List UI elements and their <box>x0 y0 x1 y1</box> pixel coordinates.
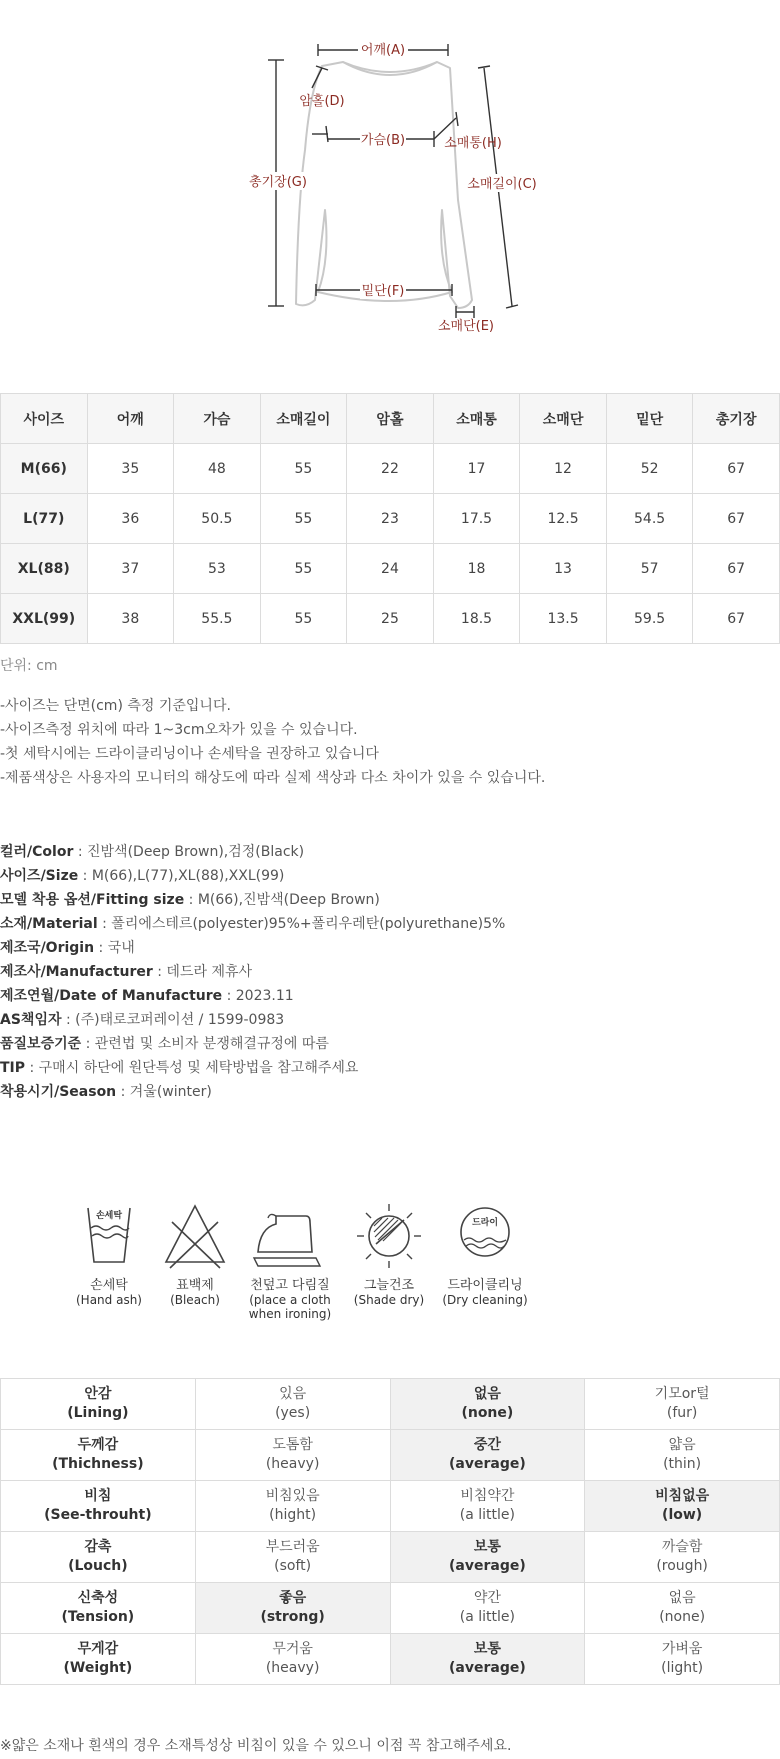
size-value-cell: 55 <box>260 444 347 494</box>
fabric-option-text: 있음 <box>279 1386 307 1402</box>
spec-value: : 구매시 하단에 원단특성 및 세탁방법을 참고해주세요 <box>25 1060 359 1076</box>
care-item-iron <box>235 1200 345 1321</box>
fabric-property-text: (Lining) <box>67 1405 129 1421</box>
size-value-cell: 18 <box>433 544 520 594</box>
fabric-property-text: 신축성 <box>77 1590 119 1606</box>
size-table-header: 총기장 <box>693 394 780 444</box>
size-value-cell: 12 <box>520 444 607 494</box>
size-table-row <box>1 594 780 644</box>
care-sub: when ironing) <box>248 1307 332 1321</box>
fabric-option-text: (rough) <box>656 1558 708 1574</box>
fabric-property-name <box>1 1583 196 1634</box>
note-line: -첫 세탁시에는 드라이클리닝이나 손세탁을 권장하고 있습니다 <box>0 746 379 762</box>
size-value-cell: 67 <box>693 494 780 544</box>
fabric-option-text: 도톰함 <box>272 1437 313 1453</box>
size-value-cell: 36 <box>87 494 174 544</box>
fabric-option-text: 중간 <box>473 1437 501 1453</box>
care-label: 표백제 <box>176 1278 214 1293</box>
spec-value: : 관련법 및 소비자 분쟁해결규정에 따름 <box>81 1036 329 1052</box>
spec-value: : 폴리에스테르(polyester)95%+폴리우레탄(polyurethane)5% <box>97 916 506 932</box>
size-value-cell: 54.5 <box>606 494 693 544</box>
size-value-cell: 50.5 <box>174 494 261 544</box>
spec-value: : 국내 <box>94 940 135 956</box>
fabric-option-selected <box>390 1634 585 1685</box>
spec-value: : M(66),L(77),XL(88),XXL(99) <box>78 868 285 884</box>
spec-line <box>0 1008 505 1032</box>
fabric-option-text: (hight) <box>269 1507 317 1523</box>
label-sleeve-width: 소매통(H) <box>444 136 502 151</box>
fabric-option-text: (average) <box>449 1456 526 1472</box>
fabric-option-text: (fur) <box>666 1405 698 1421</box>
size-value-cell: 57 <box>606 544 693 594</box>
label-hem: 밑단(F) <box>361 284 405 299</box>
fabric-option-text: (yes) <box>275 1405 311 1421</box>
spec-value: : 데드라 제휴사 <box>152 964 253 980</box>
fabric-property-name <box>1 1430 196 1481</box>
size-value-cell: 67 <box>693 594 780 644</box>
spec-value: : M(66),진밤색(Deep Brown) <box>184 892 380 908</box>
spec-line <box>0 1056 505 1080</box>
fabric-property-text: 두께감 <box>77 1437 119 1453</box>
care-label: 손세탁 <box>90 1278 128 1293</box>
spec-line <box>0 864 505 888</box>
fabric-option-selected <box>195 1583 390 1634</box>
fabric-row <box>1 1430 780 1481</box>
care-instructions <box>0 1200 780 1330</box>
fabric-option <box>195 1532 390 1583</box>
spec-value: : 겨울(winter) <box>116 1084 212 1100</box>
spec-key: 컬러/Color <box>0 844 74 860</box>
note-line: -제품색상은 사용자의 모니터의 해상도에 따라 실제 색상과 다소 차이가 있을 수 있습니다. <box>0 770 546 786</box>
size-table-header: 어깨 <box>87 394 174 444</box>
fabric-option-text: (none) <box>659 1609 706 1625</box>
spec-value: : 2023.11 <box>222 988 294 1004</box>
size-label-cell: XXL(99) <box>1 594 88 644</box>
spec-line <box>0 936 505 960</box>
fabric-option <box>195 1481 390 1532</box>
fabric-option-text: 보통 <box>473 1641 501 1657</box>
note-line: -사이즈는 단면(cm) 측정 기준입니다. <box>0 698 231 714</box>
size-label-cell: XL(88) <box>1 544 88 594</box>
fabric-option-text: (heavy) <box>265 1660 320 1676</box>
fabric-option <box>585 1379 780 1430</box>
care-sub: (Bleach) <box>170 1293 220 1307</box>
dry-cleaning-badge: 드라이 <box>471 1218 499 1228</box>
fabric-option-text: 없음 <box>668 1590 696 1606</box>
fabric-option <box>585 1532 780 1583</box>
fabric-option-text: (strong) <box>260 1609 325 1625</box>
size-value-cell: 13.5 <box>520 594 607 644</box>
fabric-property-text: 비침 <box>84 1488 112 1504</box>
size-table-row <box>1 544 780 594</box>
spec-key: 품질보증기준 <box>0 1036 82 1052</box>
no-bleach-icon <box>160 1200 230 1272</box>
size-value-cell: 17.5 <box>433 494 520 544</box>
fabric-property-name <box>1 1481 196 1532</box>
spec-value: : (주)태로코퍼레이션 / 1599-0983 <box>61 1012 285 1028</box>
spec-line <box>0 840 505 864</box>
label-sleeve-length: 소매길이(C) <box>467 177 537 192</box>
fabric-option-selected <box>390 1532 585 1583</box>
fabric-option-text: (light) <box>661 1660 704 1676</box>
size-label-cell: L(77) <box>1 494 88 544</box>
spec-key: 사이즈/Size <box>0 868 79 884</box>
fabric-property-text: (Weight) <box>63 1660 133 1676</box>
fabric-option-text: (average) <box>449 1558 526 1574</box>
size-value-cell: 48 <box>174 444 261 494</box>
size-value-cell: 55 <box>260 594 347 644</box>
spec-key: 모델 착용 옵션/Fitting size <box>0 892 185 908</box>
care-label: 드라이클리닝 <box>447 1278 523 1293</box>
size-notes <box>0 694 545 790</box>
size-value-cell: 55 <box>260 494 347 544</box>
fabric-option <box>390 1583 585 1634</box>
size-table-header: 소매길이 <box>260 394 347 444</box>
fabric-property-name <box>1 1379 196 1430</box>
label-chest: 가슴(B) <box>360 133 406 148</box>
care-sub: (Shade dry) <box>353 1293 425 1307</box>
hand-wash-icon <box>74 1200 144 1272</box>
see-through-warning: ※얇은 소재나 흰색의 경우 소재특성상 비침이 있을 수 있으니 이점 꼭 참고해주세요. <box>0 1738 512 1754</box>
product-spec-list <box>0 840 505 1104</box>
size-value-cell: 37 <box>87 544 174 594</box>
fabric-option <box>585 1430 780 1481</box>
size-table-row <box>1 494 780 544</box>
size-value-cell: 24 <box>347 544 434 594</box>
fabric-property-text: 무게감 <box>77 1641 119 1657</box>
spec-line <box>0 888 505 912</box>
fabric-option-text: 비침없음 <box>655 1488 710 1504</box>
fabric-option-text: (heavy) <box>265 1456 320 1472</box>
size-value-cell: 55 <box>260 544 347 594</box>
care-item-dry-cleaning <box>430 1200 540 1307</box>
spec-line <box>0 1080 505 1104</box>
size-value-cell: 67 <box>693 544 780 594</box>
fabric-property-text: 감촉 <box>84 1539 112 1555</box>
spec-line <box>0 960 505 984</box>
size-value-cell: 17 <box>433 444 520 494</box>
fabric-option-text: 비침있음 <box>265 1488 320 1504</box>
fabric-property-text: 안감 <box>84 1386 112 1402</box>
size-table-header: 소매통 <box>433 394 520 444</box>
unit-note: 단위: cm <box>0 658 58 674</box>
size-table <box>0 393 780 644</box>
size-value-cell: 55.5 <box>174 594 261 644</box>
fabric-option-text: (thin) <box>663 1456 702 1472</box>
fabric-property-text: (See-throuht) <box>44 1507 152 1523</box>
fabric-option-text: 까슬함 <box>661 1539 703 1555</box>
fabric-property-text: (Louch) <box>68 1558 128 1574</box>
fabric-option-text: 얇음 <box>668 1437 696 1453</box>
size-table-header: 밑단 <box>606 394 693 444</box>
iron-with-cloth-icon <box>250 1200 330 1272</box>
fabric-option-text: (soft) <box>274 1558 312 1574</box>
fabric-row <box>1 1634 780 1685</box>
label-total-length: 총기장(G) <box>249 175 307 190</box>
size-table-header: 가슴 <box>174 394 261 444</box>
fabric-option <box>195 1430 390 1481</box>
label-cuff: 소매단(E) <box>437 319 495 334</box>
fabric-option-selected <box>585 1481 780 1532</box>
size-value-cell: 13 <box>520 544 607 594</box>
care-sub: (Hand ash) <box>76 1293 142 1307</box>
shade-dry-icon <box>354 1200 424 1272</box>
fabric-option <box>585 1583 780 1634</box>
size-table-header: 소매단 <box>520 394 607 444</box>
fabric-option-text: (a little) <box>459 1609 515 1625</box>
fabric-option-text: 없음 <box>473 1386 501 1402</box>
fabric-property-text: (Thichness) <box>52 1456 144 1472</box>
dry-cleaning-icon <box>450 1200 520 1272</box>
spec-key: 착용시기/Season <box>0 1084 117 1100</box>
fabric-option-text: 기모or털 <box>654 1386 710 1402</box>
label-shoulder: 어깨(A) <box>360 43 406 58</box>
hand-wash-badge: 손세탁 <box>95 1211 123 1221</box>
fabric-option-text: (none) <box>461 1405 514 1421</box>
fabric-row <box>1 1532 780 1583</box>
size-value-cell: 23 <box>347 494 434 544</box>
fabric-property-table <box>0 1378 780 1685</box>
fabric-row <box>1 1481 780 1532</box>
size-value-cell: 38 <box>87 594 174 644</box>
size-value-cell: 67 <box>693 444 780 494</box>
spec-key: 제조연월/Date of Manufacture <box>0 988 223 1004</box>
size-value-cell: 52 <box>606 444 693 494</box>
fabric-property-name <box>1 1634 196 1685</box>
spec-line <box>0 1032 505 1056</box>
size-value-cell: 53 <box>174 544 261 594</box>
spec-value: : 진밤색(Deep Brown),검정(Black) <box>73 844 305 860</box>
fabric-option <box>195 1634 390 1685</box>
note-line: -사이즈측정 위치에 따라 1~3cm오차가 있을 수 있습니다. <box>0 722 358 738</box>
care-item-bleach <box>140 1200 250 1307</box>
fabric-option-text: 약간 <box>473 1590 501 1606</box>
size-table-header: 암홀 <box>347 394 434 444</box>
size-value-cell: 12.5 <box>520 494 607 544</box>
care-sub: (place a cloth <box>249 1293 331 1307</box>
fabric-option <box>585 1634 780 1685</box>
spec-key: AS책임자 <box>0 1012 62 1028</box>
fabric-option-text: 비침약간 <box>460 1488 515 1504</box>
size-value-cell: 25 <box>347 594 434 644</box>
care-label: 그늘건조 <box>363 1278 415 1293</box>
fabric-property-name <box>1 1532 196 1583</box>
fabric-option-text: 보통 <box>473 1539 501 1555</box>
fabric-option-text: 무거움 <box>272 1641 313 1657</box>
fabric-option-text: 좋음 <box>279 1590 307 1606</box>
label-armhole: 암홀(D) <box>299 94 345 109</box>
size-measurement-diagram <box>0 0 780 380</box>
care-label: 천덮고 다림질 <box>250 1278 330 1293</box>
fabric-option-text: (average) <box>449 1660 526 1676</box>
fabric-option-text: (low) <box>662 1507 703 1523</box>
fabric-row <box>1 1583 780 1634</box>
fabric-option <box>195 1379 390 1430</box>
size-value-cell: 18.5 <box>433 594 520 644</box>
spec-line <box>0 912 505 936</box>
spec-key: 소재/Material <box>0 916 98 932</box>
fabric-option-selected <box>390 1430 585 1481</box>
size-value-cell: 59.5 <box>606 594 693 644</box>
size-value-cell: 35 <box>87 444 174 494</box>
fabric-property-text: (Tension) <box>61 1609 135 1625</box>
fabric-option-text: (a little) <box>459 1507 515 1523</box>
fabric-row <box>1 1379 780 1430</box>
care-item-shade-dry <box>334 1200 444 1307</box>
care-sub: (Dry cleaning) <box>442 1293 528 1307</box>
spec-key: 제조사/Manufacturer <box>0 964 153 980</box>
spec-line <box>0 984 505 1008</box>
size-table-row <box>1 444 780 494</box>
size-table-header-row <box>1 394 780 444</box>
spec-key: TIP <box>0 1060 26 1076</box>
size-table-header: 사이즈 <box>1 394 88 444</box>
size-label-cell: M(66) <box>1 444 88 494</box>
fabric-option-text: 가벼움 <box>661 1641 703 1657</box>
fabric-option-text: 부드러움 <box>265 1539 320 1555</box>
fabric-option-selected <box>390 1379 585 1430</box>
fabric-option <box>390 1481 585 1532</box>
size-value-cell: 22 <box>347 444 434 494</box>
spec-key: 제조국/Origin <box>0 940 95 956</box>
